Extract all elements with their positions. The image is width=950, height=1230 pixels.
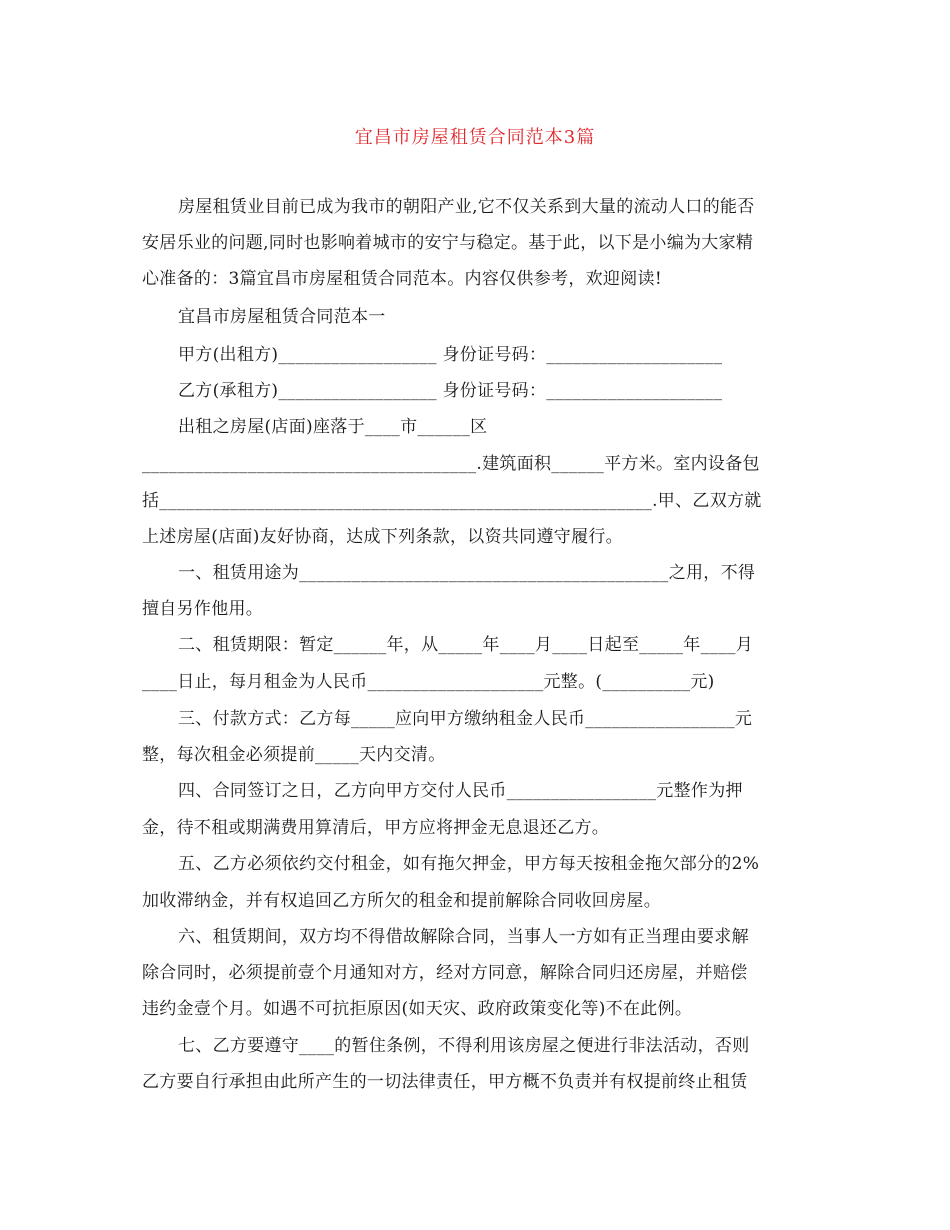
property-location-line: 出租之房屋(店面)座落于____市______区 [178, 417, 488, 437]
clause-4-line-1: 四、合同签订之日，乙方向甲方交付人民币_________________元整作为押 [178, 781, 743, 801]
property-equipment-line: 括________________________________________________________.甲、乙双方就 [142, 491, 762, 511]
clause-6-line-3: 违约金壹个月。如遇不可抗拒原因(如天灾、政府政策变化等)不在此例。 [142, 999, 693, 1019]
document-title: 宜昌市房屋租赁合同范本3篇 [354, 127, 596, 148]
property-area-line: ______________________________________.建筑面积______平方米。室内设备包 [142, 454, 760, 474]
clause-7-line-1: 七、乙方要遵守____的暂住条例，不得利用该房屋之便进行非法活动，否则 [178, 1036, 750, 1056]
agreement-line: 上述房屋(店面)友好协商，达成下列条款，以资共同遵守履行。 [142, 527, 623, 547]
clause-6-line-1: 六、租赁期间，双方均不得借故解除合同，当事人一方如有正当理由要求解 [178, 927, 749, 947]
clause-2-line-1: 二、租赁期限：暂定______年，从_____年____月____日起至_____年____月 [178, 635, 754, 655]
clause-5-line-2: 加收滞纳金，并有权追回乙方所欠的租金和提前解除合同收回房屋。 [142, 891, 661, 911]
clause-3-line-2: 整，每次租金必须提前_____天内交清。 [142, 745, 446, 765]
intro-line-2: 安居乐业的问题,同时也影响着城市的安宁与稳定。基于此，以下是小编为大家精 [142, 233, 754, 253]
clause-2-line-2: ____日止，每月租金为人民币____________________元整。(__________元) [142, 672, 715, 692]
clause-3-line-1: 三、付款方式：乙方每_____应向甲方缴纳租金人民币_________________元 [178, 709, 753, 729]
clause-7-line-2: 乙方要自行承担由此所产生的一切法律责任，甲方概不负责并有权提前终止租赁 [142, 1072, 748, 1092]
clause-5-line-1: 五、乙方必须依约交付租金，如有拖欠押金，甲方每天按租金拖欠部分的2% [178, 854, 760, 874]
party-b-line: 乙方(承租方)__________________ 身份证号码：____________________ [178, 381, 723, 401]
clause-6-line-2: 除合同时，必须提前壹个月通知对方，经对方同意，解除合同归还房屋，并赔偿 [142, 963, 748, 983]
section-heading: 宜昌市房屋租赁合同范本一 [178, 307, 386, 327]
party-a-line: 甲方(出租方)__________________ 身份证号码：____________________ [178, 345, 723, 365]
clause-1-line-1: 一、租赁用途为__________________________________________之用，不得 [178, 563, 756, 583]
intro-line-1: 房屋租赁业目前已成为我市的朝阳产业,它不仅关系到大量的流动人口的能否 [178, 197, 755, 217]
clause-1-line-2: 擅自另作他用。 [142, 599, 264, 619]
clause-4-line-2: 金，待不租或期满费用算清后，甲方应将押金无息退还乙方。 [142, 818, 610, 838]
intro-line-3: 心准备的：3篇宜昌市房屋租赁合同范本。内容仅供参考，欢迎阅读! [142, 269, 662, 289]
